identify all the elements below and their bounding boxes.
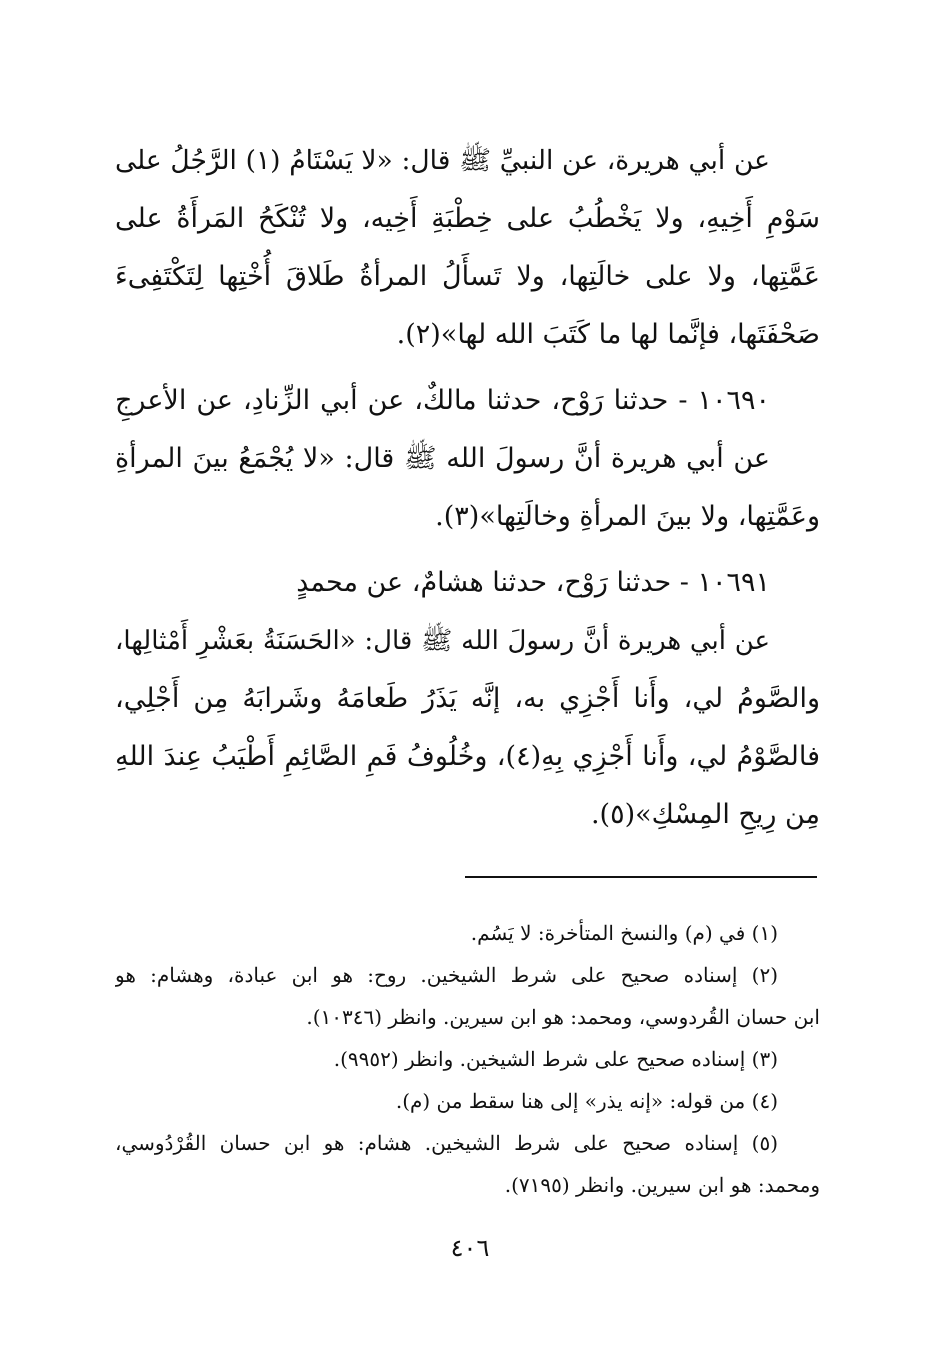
hadith-paragraph-1 <box>115 132 820 364</box>
text-line: فالصَّوْمُ لي، وأَنا أَجْزِي بِهِ(٤)، وخُلُوفُ فَمِ الصَّائِمِ أَطْيَبُ عِندَ اللهِ <box>115 741 820 772</box>
text-line: عن أبي هريرة أنَّ رسولَ الله ﷺ قال: «الحَسَنَةُ بعَشْرِ أَمْثالِها، <box>115 626 770 656</box>
text-line: عن أبي هريرة، عن النبيِّ ﷺ قال: «لا يَسْتَامُ (١) الرَّجُلُ على <box>115 145 770 176</box>
text-line: وعَمَّتِها، ولا بينَ المرأةِ وخالَتِها»(٣). <box>435 501 820 532</box>
text-line: والصَّومُ لي، وأَنا أَجْزِي به، إنَّه يَذَرُ طَعامَهُ وشَرابَهُ مِن أَجْلِي، <box>115 683 820 714</box>
footnote-2-continued: ابن حسان القُردوسي، ومحمد: هو ابن سيرين. وانظر (١٠٣٤٦). <box>306 1005 820 1029</box>
hadith-10690 <box>115 372 820 546</box>
footnote-4: (٤) من قوله: «إنه يذر» إلى هنا سقط من (م). <box>395 1089 778 1113</box>
text-line: صَحْفَتَها، فإنَّما لها ما كَتَبَ الله لها»(٢). <box>396 319 820 350</box>
footnote-separator <box>465 876 817 878</box>
main-text <box>115 132 820 844</box>
footnote-5: (٥) إسناده صحيح على شرط الشيخين. هشام: هو ابن حسان القُرْدُوسي، <box>115 1131 778 1155</box>
footnotes <box>115 912 820 1206</box>
hadith-number-line: ١٠٦٩٠ - حدثنا رَوْح، حدثنا مالكٌ، عن أبي الزِّنادِ، عن الأعرجِ <box>115 385 770 416</box>
text-line: مِن رِيحِ المِسْكِ»(٥). <box>590 799 820 830</box>
page-number: ٤٠٦ <box>450 1234 490 1262</box>
footnote-1: (١) في (م) والنسخ المتأخرة: لا يَسُم. <box>470 921 778 945</box>
hadith-10691 <box>115 554 820 844</box>
text-line: عَمَّتِها، ولا على خالَتِها، ولا تَسأَلُ المرأةُ طَلاقَ أُخْتِها لِتَكْتَفِىءَ <box>115 261 820 292</box>
footnote-3: (٣) إسناده صحيح على شرط الشيخين. وانظر (٩٩٥٢). <box>333 1047 778 1071</box>
text-line: سَوْمِ أَخِيهِ، ولا يَخْطُبُ على خِطْبَةِ أَخِيه، ولا تُنْكَحُ المَرأَةُ على <box>115 203 820 234</box>
footnote-2: (٢) إسناده صحيح على شرط الشيخين. روح: هو ابن عبادة، وهشام: هو <box>115 963 778 987</box>
footnote-5-continued: ومحمد: هو ابن سيرين. وانظر (٧١٩٥). <box>504 1173 820 1197</box>
text-line: عن أبي هريرة أنَّ رسولَ الله ﷺ قال: «لا يُجْمَعُ بينَ المرأةِ <box>115 443 770 474</box>
hadith-number-line: ١٠٦٩١ - حدثنا رَوْح، حدثنا هشامٌ، عن محمدٍ <box>296 567 770 598</box>
